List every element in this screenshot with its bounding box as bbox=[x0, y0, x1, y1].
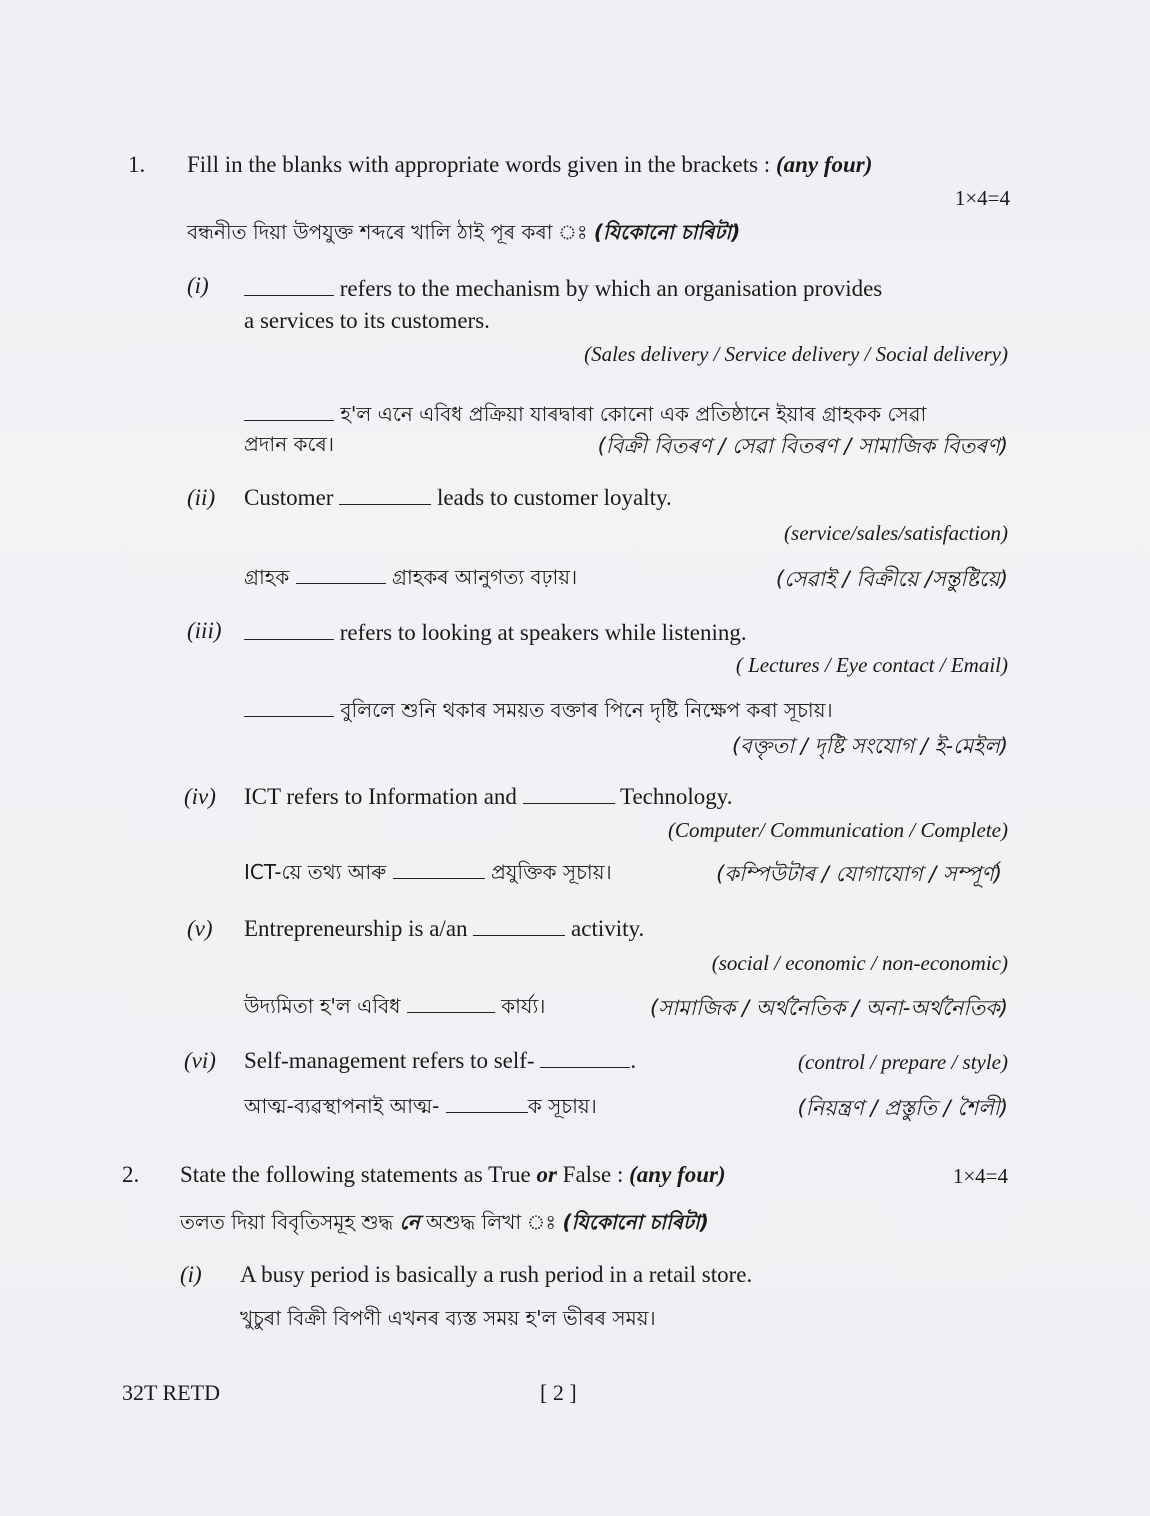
q1-item-v-en-post: activity. bbox=[571, 916, 645, 941]
fill-blank bbox=[339, 490, 431, 505]
q1-item-ii-bn bbox=[244, 563, 577, 596]
fill-blank bbox=[523, 789, 615, 804]
question-2-prompt-b: False : bbox=[556, 1162, 630, 1187]
q1-item-ii-options-en: (service/sales/satisfaction) bbox=[784, 521, 1008, 545]
question-2-prompt-bn bbox=[180, 1208, 709, 1241]
q1-item-ii-en-post: leads to customer loyalty. bbox=[436, 485, 672, 510]
fill-blank bbox=[244, 406, 334, 421]
question-1-prompt bbox=[187, 152, 872, 178]
q1-item-vi-en-pre: Self-management refers to self- bbox=[244, 1048, 535, 1073]
q1-item-vi-en-post: . bbox=[630, 1048, 637, 1073]
q1-item-i-bn-line2: প্ৰদান কৰে। bbox=[244, 432, 334, 456]
q1-item-v-bn-post: কাৰ্য্য। bbox=[501, 994, 546, 1018]
question-1-marks: 1×4=4 bbox=[954, 186, 1010, 210]
q1-item-vi-en bbox=[244, 1048, 636, 1074]
fill-blank bbox=[244, 281, 334, 296]
question-1-prompt-bn-emphasis: (যিকোনো চাৰিটা) bbox=[593, 220, 741, 244]
q1-item-i-options-en: (Sales delivery / Service delivery / Social delivery) bbox=[584, 342, 1008, 366]
q1-item-vi-bn-post: ক সূচায়। bbox=[527, 1094, 597, 1118]
q2-item-i-en: A busy period is basically a rush period in a retail store. bbox=[240, 1262, 753, 1287]
q1-item-i-bn-line1 bbox=[244, 400, 926, 433]
q1-item-iii-en-text: refers to looking at speakers while listening. bbox=[339, 620, 747, 645]
page-number: [ 2 ] bbox=[540, 1380, 577, 1405]
q1-item-iv-en bbox=[244, 784, 733, 810]
q1-item-i-en-text: refers to the mechanism by which an organisation provides bbox=[339, 276, 883, 301]
q1-item-iii-label: (iii) bbox=[187, 618, 222, 643]
question-2-prompt-bn-a: তলত দিয়া বিবৃতিসমূহ শুদ্ধ bbox=[180, 1210, 400, 1234]
q1-item-ii-options-bn: (সেৱাই / বিক্ৰীয়ে /সন্তুষ্টিয়ে) bbox=[775, 567, 1008, 591]
q1-item-i-options-bn: (বিক্ৰী বিতৰণ / সেৱা বিতৰণ / সামাজিক বিতৰণ) bbox=[597, 434, 1008, 458]
fill-blank bbox=[473, 921, 565, 936]
question-2-marks: 1×4=4 bbox=[952, 1164, 1008, 1188]
q1-item-vi-options-en: (control / prepare / style) bbox=[798, 1050, 1008, 1074]
q1-item-vi-label: (vi) bbox=[184, 1048, 216, 1073]
q1-item-i-en-line2: a services to its customers. bbox=[244, 308, 490, 333]
q1-item-ii-bn-pre: গ্ৰাহক bbox=[244, 565, 290, 589]
q2-item-i-label: (i) bbox=[180, 1262, 202, 1287]
q1-item-iii-bn-text: বুলিলে শুনি থকাৰ সময়ত বক্তাৰ পিনে দৃষ্টি নিক্ষেপ কৰা সূচায়। bbox=[340, 698, 833, 722]
q1-item-iv-label: (iv) bbox=[184, 784, 216, 809]
q1-item-iii-en bbox=[244, 620, 747, 646]
question-1-number: 1. bbox=[128, 152, 146, 177]
question-1-prompt-emphasis: (any four) bbox=[775, 152, 873, 177]
q1-item-i-label: (i) bbox=[187, 273, 209, 298]
fill-blank bbox=[446, 1098, 528, 1113]
question-1-prompt-text: Fill in the blanks with appropriate words given in the brackets : bbox=[187, 152, 776, 177]
q1-item-v-bn bbox=[244, 992, 545, 1025]
q1-item-v-options-bn: (সামাজিক / অৰ্থনৈতিক / অনা-অৰ্থনৈতিক) bbox=[649, 996, 1008, 1020]
question-1-prompt-bn bbox=[187, 218, 740, 251]
q1-item-iv-en-post: Technology. bbox=[620, 784, 733, 809]
question-2-prompt-bn-emphasis: (যিকোনো চাৰিটা) bbox=[562, 1210, 709, 1234]
question-2-prompt bbox=[180, 1162, 726, 1188]
q1-item-v-en bbox=[244, 916, 644, 942]
question-2-prompt-or: or bbox=[536, 1162, 557, 1187]
q1-item-vi-options-bn: (নিয়ন্ত্ৰণ / প্ৰস্তুতি / শৈলী) bbox=[797, 1096, 1008, 1120]
q2-item-i-bn: খুচুৰা বিক্ৰী বিপণী এখনৰ ব্যস্ত সময় হ'ল ভীৰৰ সময়। bbox=[240, 1306, 656, 1330]
q1-item-vi-bn bbox=[244, 1092, 597, 1125]
fill-blank bbox=[393, 864, 485, 879]
q1-item-iv-options-en: (Computer/ Communication / Complete) bbox=[667, 818, 1008, 842]
question-2-number: 2. bbox=[122, 1162, 140, 1187]
q1-item-iv-bn-pre: ICT-য়ে তথ্য আৰু bbox=[244, 860, 387, 884]
fill-blank bbox=[244, 702, 334, 717]
q1-item-i-en-line1 bbox=[244, 276, 882, 302]
q1-item-ii-en-pre: Customer bbox=[244, 485, 334, 510]
q1-item-iv-options-bn: (কম্পিউটাৰ / যোগাযোগ / সম্পূৰ্ণ) bbox=[716, 862, 1002, 886]
q1-item-v-label: (v) bbox=[187, 916, 213, 941]
question-1-prompt-bn-text: বন্ধনীত দিয়া উপযুক্ত শব্দৰে খালি ঠাই পূৰ কৰা ঃ bbox=[187, 220, 594, 244]
q1-item-ii-label: (ii) bbox=[187, 485, 216, 510]
q1-item-v-en-pre: Entrepreneurship is a/an bbox=[244, 916, 468, 941]
q1-item-iv-bn bbox=[244, 858, 612, 891]
fill-blank bbox=[296, 569, 386, 584]
fill-blank bbox=[407, 998, 495, 1013]
q1-item-ii-bn-post: গ্ৰাহকৰ আনুগত্য বঢ়ায়। bbox=[392, 565, 578, 589]
q1-item-v-options-en: (social / economic / non-economic) bbox=[711, 951, 1008, 975]
question-2-prompt-bn-b: অশুদ্ধ লিখা ঃ bbox=[419, 1210, 563, 1234]
question-2-prompt-emphasis: (any four) bbox=[629, 1162, 726, 1187]
q1-item-i-bn-text: হ'ল এনে এবিধ প্ৰক্ৰিয়া যাৰদ্বাৰা কোনো এক প্ৰতিষ্ঠানে ইয়াৰ গ্ৰাহকক সেৱা bbox=[340, 402, 927, 426]
q1-item-iv-bn-post: প্ৰযুক্তিক সূচায়। bbox=[490, 860, 612, 884]
fill-blank bbox=[540, 1053, 630, 1068]
question-2-prompt-a: State the following statements as True bbox=[180, 1162, 537, 1187]
question-2-prompt-bn-ne: নে bbox=[399, 1210, 420, 1234]
paper-code: 32T RETD bbox=[122, 1380, 220, 1405]
fill-blank bbox=[244, 625, 334, 640]
q1-item-iii-options-en: ( Lectures / Eye contact / Email) bbox=[735, 653, 1008, 677]
q1-item-v-bn-pre: উদ্যমিতা হ'ল এবিধ bbox=[244, 994, 401, 1018]
q1-item-iii-options-bn: (বক্তৃতা / দৃষ্টি সংযোগ / ই-মেইল) bbox=[731, 734, 1008, 758]
q1-item-iv-en-pre: ICT refers to Information and bbox=[244, 784, 517, 809]
q1-item-iii-bn bbox=[244, 696, 833, 729]
q1-item-vi-bn-pre: আত্ম-ব্যৱস্থাপনাই আত্ম- bbox=[244, 1094, 440, 1118]
q1-item-ii-en bbox=[244, 485, 672, 511]
